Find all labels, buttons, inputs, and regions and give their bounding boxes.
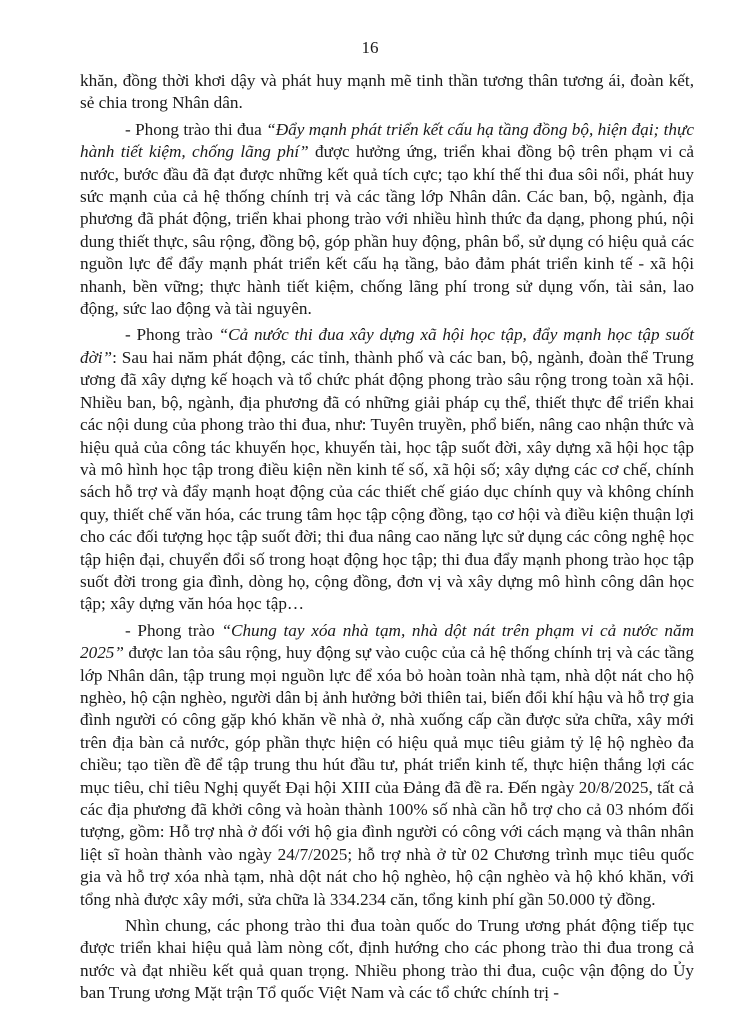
movement-title: “Đẩy mạnh phát triển kết cấu hạ tầng đồng bộ, hiện đại; thực hành tiết kiệm, chống lãng phí” [80, 119, 694, 162]
page-number: 16 [361, 38, 379, 57]
paragraph-text: được lan tỏa sâu rộng, huy động sự vào cuộc của cả hệ thống chính trị và các tầng lớp Nhân dân, tập trung mọi nguồn lực để xóa bỏ hoàn toàn nhà tạm, nhà dột nát cho hộ nghèo, hộ cận nghèo, người dân bị ảnh hưởng bởi thiên tai, biến đổi khí hậu và hỗ trợ gia đình người có công gặp khó khăn về nhà ở, nhà xuống cấp cần được sửa chữa, xây mới trên địa bàn cả nước, góp phần thực hiện có hiệu quả mục tiêu giảm tỷ lệ hộ nghèo đa chiều; tạo tiền đề để tập trung thu hút đầu tư, phát triển kinh tế, thực hiện thắng lợi các mục tiêu, chỉ tiêu Nghị quyết Đại hội XIII của Đảng đã đề ra. Đến ngày 20/8/2025, tất cả các địa phương đã khởi công và hoàn thành 100% số nhà cần hỗ trợ cho cả 03 nhóm đối tượng, gồm: Hỗ trợ nhà ở đối với hộ gia đình người có công với cách mạng và thân nhân liệt sĩ hoàn thành vào ngày 24/7/2025; hỗ trợ nhà ở từ 02 Chương trình mục tiêu quốc gia và hỗ trợ xóa nhà tạm, nhà dột nát cho hộ nghèo, hộ cận nghèo và hộ khó khăn, với tổng nhà được xây mới, sửa chữa là 334.234 căn, tổng kinh phí gần 50.000 tỷ đồng. [80, 643, 694, 909]
paragraph-text: - Phong trào [125, 620, 222, 640]
paragraph-text: Nhìn chung, các phong trào thi đua toàn quốc do Trung ương phát động tiếp tục được triển khai hiệu quả làm nòng cốt, định hướng cho các phong trào thi đua trong cả nước và đạt nhiều kết quả quan trọng. Nhiều phong trào thi đua, cuộc vận động do Ủy ban Trung ương Mặt trận Tổ quốc Việt Nam và các tổ chức chính trị - [80, 916, 694, 1003]
paragraph-text: - Phong trào thi đua [125, 119, 267, 139]
paragraph-continuation [80, 70, 694, 115]
paragraph-infrastructure-movement [80, 119, 694, 321]
paragraph-text: - Phong trào [125, 325, 219, 345]
paragraph-summary [80, 915, 694, 1005]
paragraph-housing-movement [80, 620, 694, 911]
movement-title: “Chung tay xóa nhà tạm, nhà dột nát trên phạm vi cả nước năm 2025” [80, 620, 694, 663]
paragraph-text: khăn, đồng thời khơi dậy và phát huy mạnh mẽ tinh thần tương thân tương ái, đoàn kết, sẻ chia trong Nhân dân. [80, 71, 694, 113]
movement-title: “Cả nước thi đua xây dựng xã hội học tập, đẩy mạnh học tập suốt đời” [80, 325, 694, 367]
paragraph-text: được hưởng ứng, triển khai đồng bộ trên phạm vi cả nước, bước đầu đã đạt được những kết quả tích cực; tạo khí thế thi đua sôi nổi, phát huy sức mạnh của cả hệ thống chính trị và các tầng lớp Nhân dân. Các ban, bộ, ngành, địa phương đã phát động, triển khai phong trào với nhiều hình thức đa dạng, phong phú, nội dung thiết thực, sâu rộng, đồng bộ, góp phần huy động, phân bổ, sử dụng có hiệu quả các nguồn lực để đẩy mạnh phát triển kết cấu hạ tầng, bảo đảm phát triển kinh tế - xã hội nhanh, bền vững; thực hành tiết kiệm, chống lãng phí trong sử dụng vốn, tài sản, lao động, sức lao động và tài nguyên. [80, 142, 694, 319]
paragraph-text: : Sau hai năm phát động, các tỉnh, thành phố và các ban, bộ, ngành, đoàn thể Trung ương đã xây dựng kế hoạch và tổ chức phát động phong trào sâu rộng trong toàn xã hội. Nhiều ban, bộ, ngành, địa phương đã có những giải pháp cụ thể, thiết thực để triển khai các nội dung của phong trào thi đua, như: Tuyên truyền, phổ biến, nâng cao nhận thức và hiệu quả của công tác khuyến học, khuyến tài, học tập suốt đời, xây dựng xã hội học tập và mô hình học tập trong điều kiện nền kinh tế số, xã hội số; xây dựng các cơ chế, chính sách hỗ trợ và đẩy mạnh hoạt động của các thiết chế giáo dục chính quy và không chính quy, thiết chế văn hóa, các trung tâm học tập cộng đồng, tạo cơ hội và điều kiện thuận lợi cho các đối tượng học tập suốt đời; thi đua nâng cao năng lực sử dụng các công nghệ học tập hiện đại, chuyển đổi số trong hoạt động học tập; thi đua đẩy mạnh phong trào học tập suốt đời trong gia đình, dòng họ, cộng đồng, đơn vị và xây dựng mô hình công dân học tập; xây dựng văn hóa học tập… [80, 347, 694, 614]
paragraph-learning-society-movement [80, 324, 694, 615]
document-body [80, 70, 694, 1009]
